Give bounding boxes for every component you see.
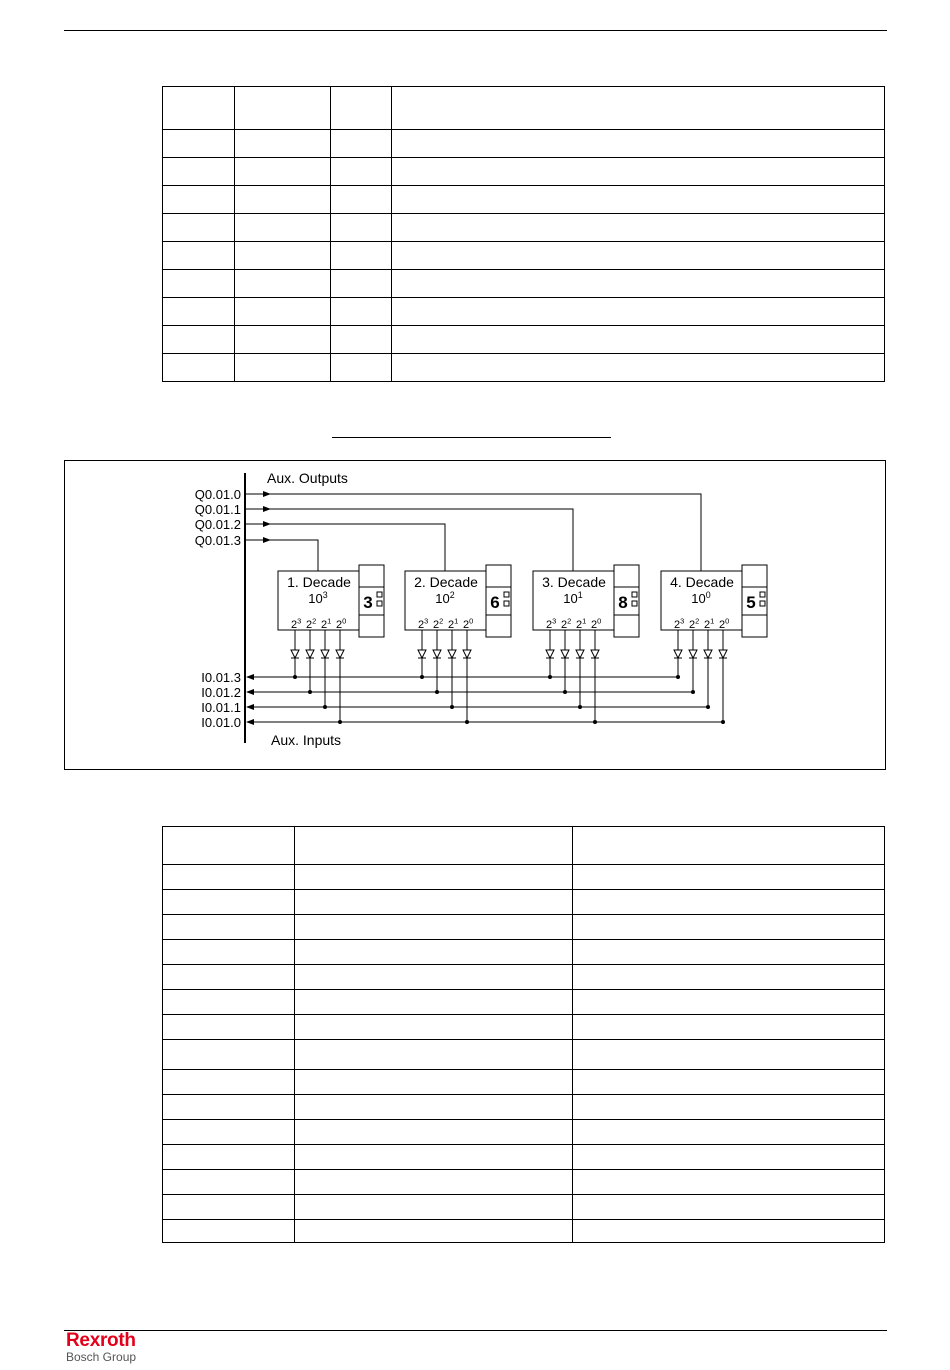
table-top	[162, 86, 885, 382]
output-label: Q0.01.3	[194, 533, 241, 548]
diode-icon	[674, 650, 682, 658]
output-wire	[270, 494, 701, 571]
dial-button	[504, 592, 509, 597]
input-label: I0.01.1	[201, 700, 241, 715]
output-label: Q0.01.1	[194, 502, 241, 517]
bit-label: $2^0$	[591, 616, 602, 631]
table-cell	[235, 87, 331, 130]
bit-label: $2^3$	[291, 616, 302, 631]
bit-label: $2^3$	[674, 616, 685, 631]
table-row	[163, 1015, 885, 1040]
dial-button	[632, 601, 637, 606]
diode-icon	[591, 650, 599, 658]
bit-label: $2^2$	[689, 616, 700, 631]
table-row	[163, 158, 885, 186]
table-row	[163, 915, 885, 940]
table-row	[163, 1120, 885, 1145]
table-cell	[163, 87, 235, 130]
table-row	[163, 1145, 885, 1170]
bit-label: $2^1$	[576, 616, 587, 631]
input-label: I0.01.2	[201, 685, 241, 700]
diode-icon	[561, 650, 569, 658]
brand-group: Bosch Group	[66, 1350, 137, 1364]
table-header-row	[163, 87, 885, 130]
wiring-diagram-frame	[64, 460, 886, 770]
table-cell	[331, 87, 392, 130]
diode-icon	[463, 650, 471, 658]
table-bottom	[162, 826, 885, 1243]
output-label: Q0.01.0	[194, 487, 241, 502]
bit-label: $2^2$	[433, 616, 444, 631]
dial-digit: 8	[618, 593, 628, 612]
table-cell	[392, 87, 885, 130]
rexroth-logo	[66, 1331, 136, 1363]
bit-label: $2^3$	[418, 616, 429, 631]
diode-icon	[576, 650, 584, 658]
table-row	[163, 242, 885, 270]
decade-weight: $10^1$	[563, 589, 583, 606]
decade-weight: $10^3$	[308, 589, 328, 606]
dial-button	[760, 601, 765, 606]
diode-icon	[448, 650, 456, 658]
decade-weight: $10^2$	[435, 589, 455, 606]
diode-icon	[433, 650, 441, 658]
diode-icon	[418, 650, 426, 658]
header-rule	[64, 30, 887, 31]
dial-button	[377, 601, 382, 606]
decade-name: 1. Decade	[287, 574, 351, 590]
decade-name: 2. Decade	[414, 574, 478, 590]
table-row	[163, 1095, 885, 1120]
bit-label: $2^0$	[336, 616, 347, 631]
decade-name: 3. Decade	[542, 574, 606, 590]
diode-icon	[689, 650, 697, 658]
table-header-row	[163, 827, 885, 865]
table-row	[163, 990, 885, 1015]
dial-button	[632, 592, 637, 597]
table-row	[163, 326, 885, 354]
footer-rule	[64, 1330, 887, 1331]
table-row	[163, 1070, 885, 1095]
diode-icon	[704, 650, 712, 658]
input-label: I0.01.3	[201, 670, 241, 685]
bit-label: $2^1$	[704, 616, 715, 631]
output-wire	[270, 540, 318, 571]
diode-icon	[546, 650, 554, 658]
dial-digit: 5	[746, 593, 756, 612]
diode-icon	[291, 650, 299, 658]
decade-name: 4. Decade	[670, 574, 734, 590]
dial-button	[504, 601, 509, 606]
figure-caption-line	[332, 437, 611, 438]
table-row	[163, 1195, 885, 1220]
dial-button	[760, 592, 765, 597]
diode-icon	[336, 650, 344, 658]
table-row	[163, 865, 885, 890]
output-label: Q0.01.2	[194, 517, 241, 532]
bit-label: $2^2$	[306, 616, 317, 631]
table-row	[163, 130, 885, 158]
input-label: I0.01.0	[201, 715, 241, 730]
aux-outputs-label: Aux. Outputs	[267, 470, 348, 486]
table-row	[163, 1040, 885, 1070]
table-row	[163, 270, 885, 298]
table-row	[163, 1170, 885, 1195]
decade-switch-wiring-diagram	[65, 461, 887, 771]
bit-label: $2^1$	[448, 616, 459, 631]
dial-button	[377, 592, 382, 597]
table-row	[163, 965, 885, 990]
bit-label: $2^0$	[719, 616, 730, 631]
aux-inputs-label: Aux. Inputs	[271, 732, 342, 748]
bit-label: $2^2$	[561, 616, 572, 631]
dial-digit: 3	[363, 593, 373, 612]
table-row	[163, 890, 885, 915]
table-row	[163, 214, 885, 242]
bit-label: $2^1$	[321, 616, 332, 631]
table-row	[163, 1220, 885, 1243]
table-row	[163, 940, 885, 965]
table-row	[163, 298, 885, 326]
table-row	[163, 186, 885, 214]
dial-digit: 6	[490, 593, 500, 612]
bit-label: $2^0$	[463, 616, 474, 631]
diode-icon	[306, 650, 314, 658]
output-wire	[270, 524, 445, 571]
diode-icon	[719, 650, 727, 658]
bit-label: $2^3$	[546, 616, 557, 631]
brand-name: Rexroth	[66, 1330, 136, 1351]
diode-icon	[321, 650, 329, 658]
table-row	[163, 354, 885, 382]
decade-weight: $10^0$	[691, 589, 711, 606]
